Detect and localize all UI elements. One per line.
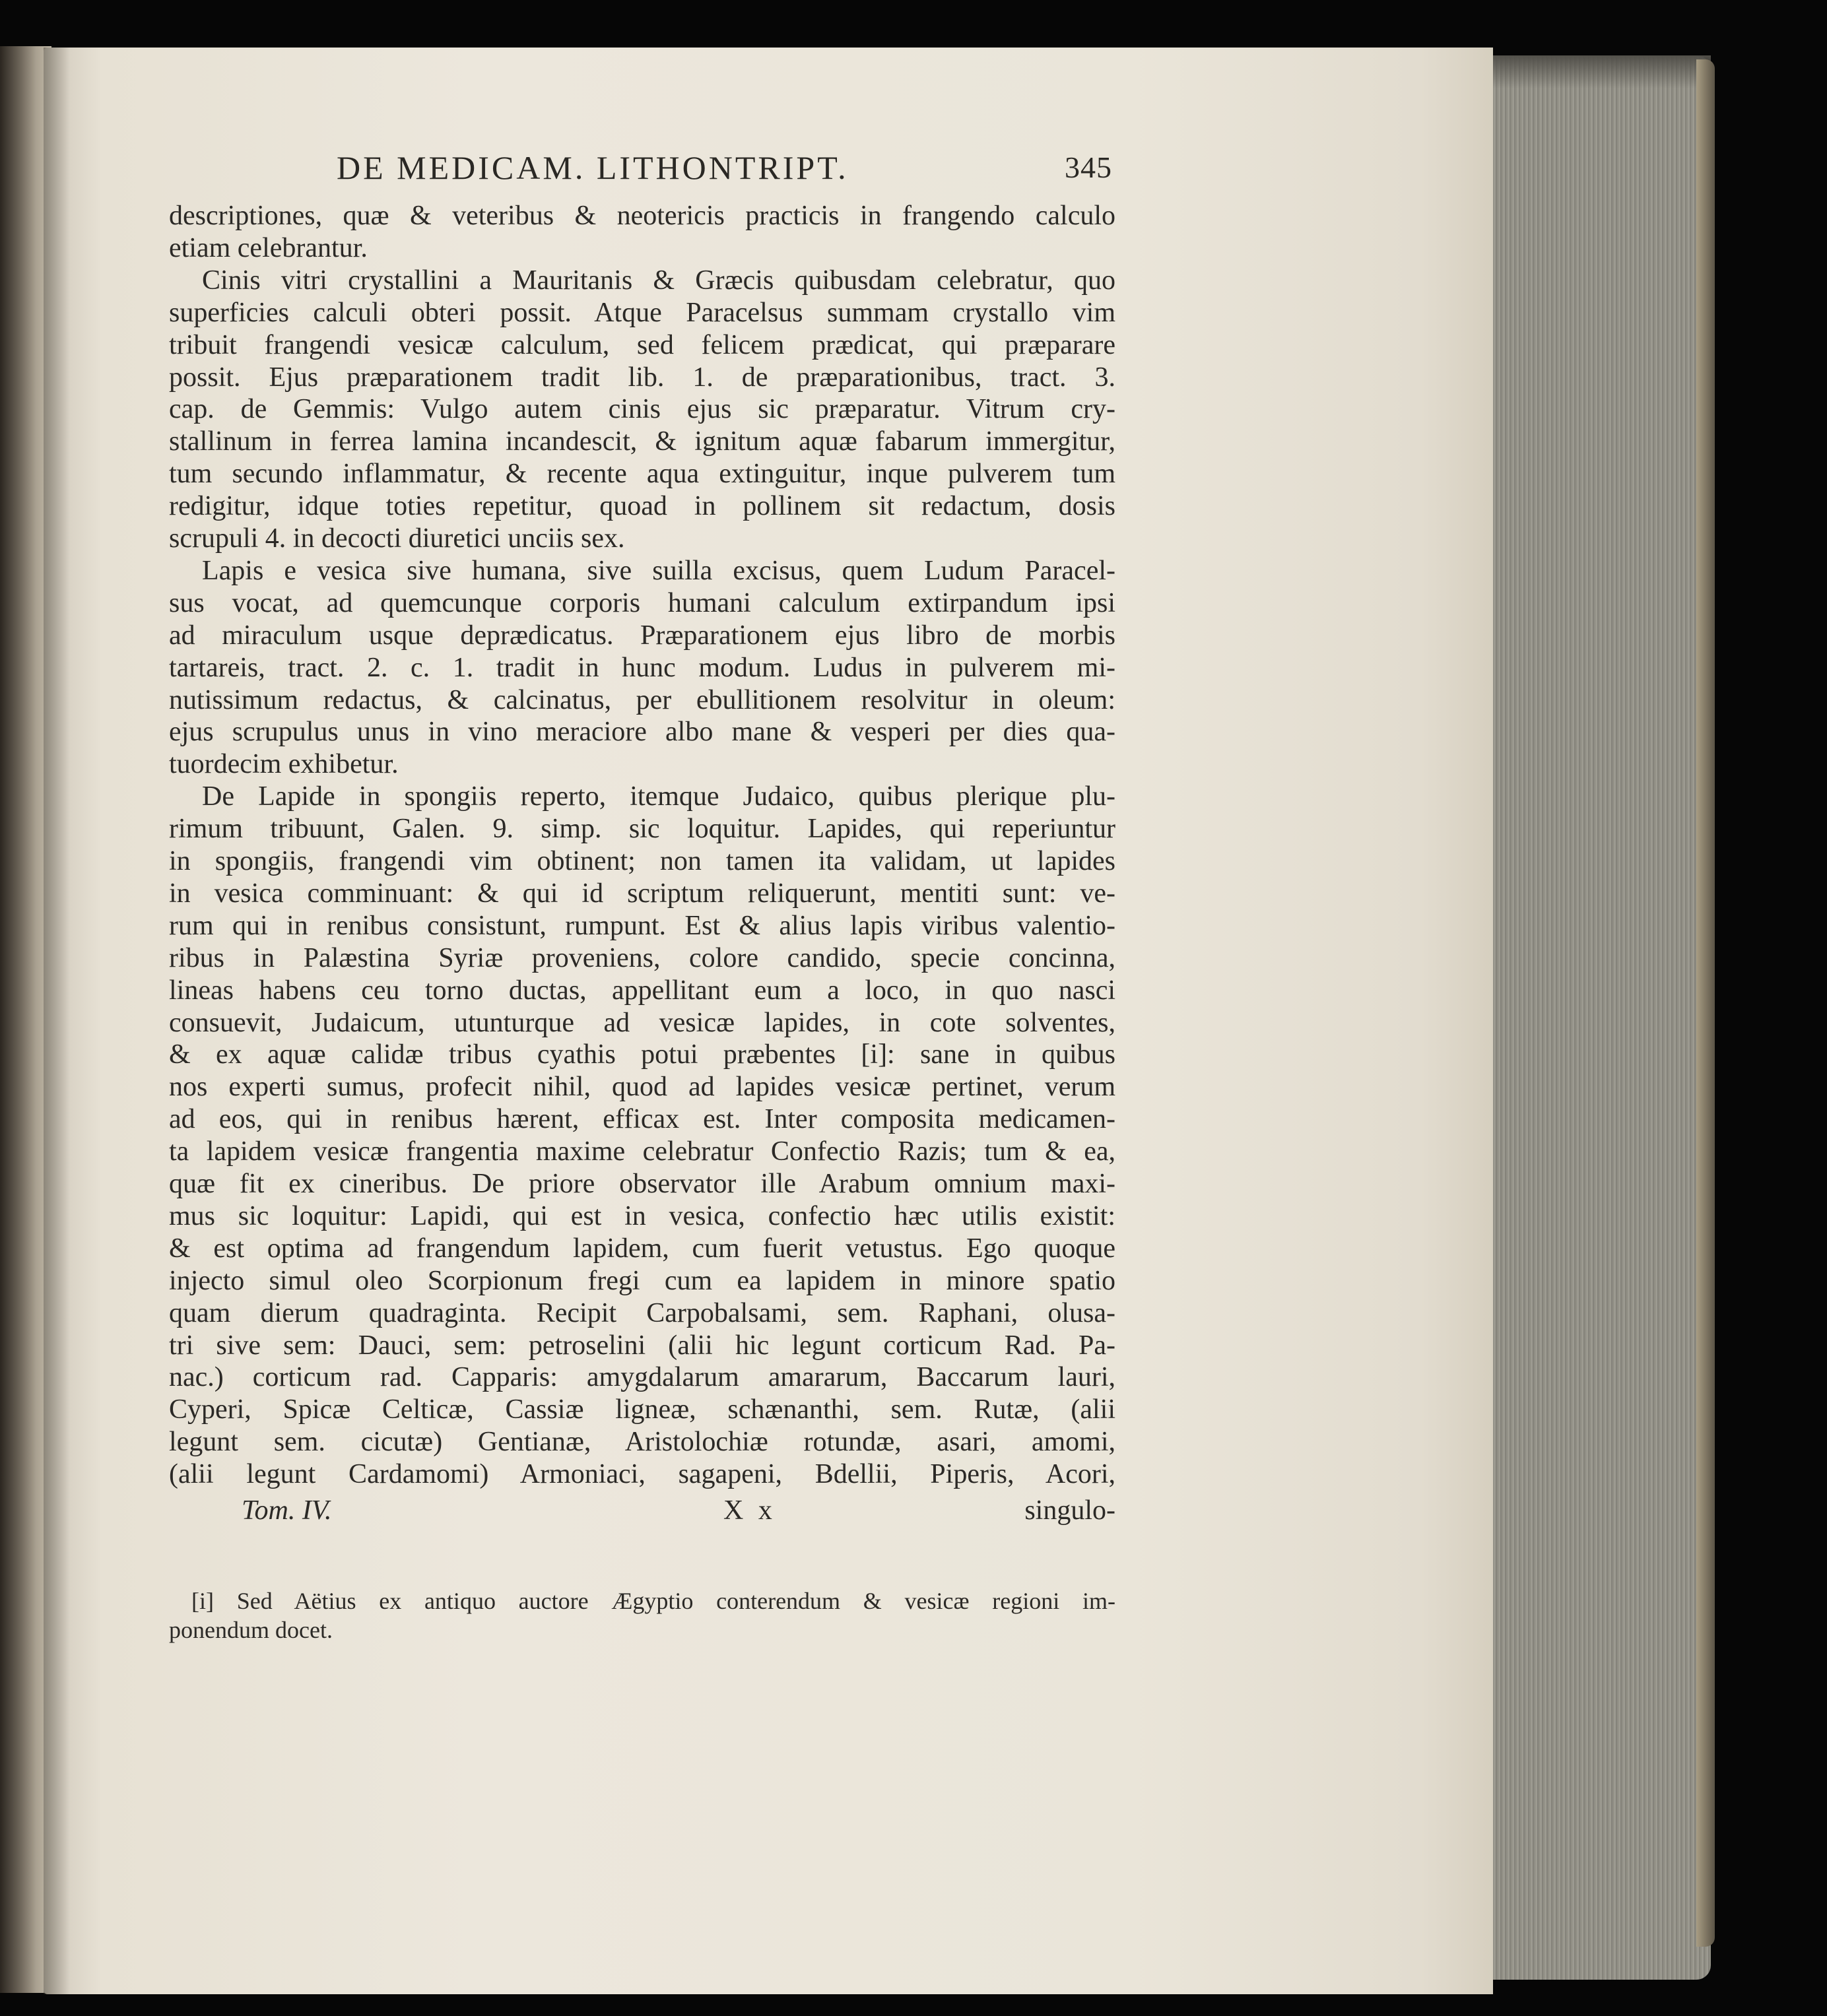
body-line: stallinum in ferrea lamina incandescit, & ignitum aquæ fabarum immergitur, [169, 426, 1115, 457]
body-line: descriptiones, quæ & veteribus & neotericis practicis in frangendo calculo [169, 201, 1115, 231]
body-line: quæ fit ex cineribus. De priore observator ille Arabum omnium maxi- [169, 1169, 1115, 1199]
body-line: legunt sem. cicutæ) Gentianæ, Aristolochiæ rotundæ, asari, amomi, [169, 1427, 1115, 1458]
body-line: consuevit, Judaicum, utunturque ad vesicæ lapides, in cote solventes, [169, 1007, 1115, 1038]
catchword: singulo- [1024, 1495, 1115, 1526]
body-line: rimum tribuunt, Galen. 9. simp. sic loquitur. Lapides, qui reperiuntur [169, 814, 1115, 845]
gathering-signature: X x [723, 1495, 776, 1526]
body-line: mus sic loquitur: Lapidi, qui est in vesica, confectio hæc utilis existit: [169, 1200, 1115, 1231]
body-line: tri sive sem: Dauci, sem: petroselini (alii hic legunt corticum Rad. Pa- [169, 1330, 1115, 1361]
fore-edge-shadow [1493, 55, 1711, 88]
page-header [158, 142, 1112, 188]
body-line: nutissimum redactus, & calcinatus, per ebullitionem resolvitur in oleum: [169, 684, 1115, 715]
body-line: ad miraculum usque deprædicatus. Præparationem ejus libro de morbis [169, 620, 1115, 651]
body-line: nac.) corticum rad. Capparis: amygdalarum amararum, Baccarum lauri, [169, 1362, 1115, 1393]
footnote-line: [i] Sed Aëtius ex antiquo auctore Ægyptio conterendum & vesicæ regioni im- [191, 1588, 1115, 1614]
body-line: & ex aquæ calidæ tribus cyathis potui præbentes [i]: sane in quibus [169, 1039, 1115, 1070]
body-line: Cyperi, Spicæ Celticæ, Cassiæ ligneæ, schænanthi, sem. Rutæ, (alii [169, 1394, 1115, 1425]
book-cover-board [1696, 59, 1715, 1947]
body-line: tuordecim exhibetur. [169, 749, 399, 780]
page-gutter-shadow [44, 48, 70, 1994]
body-line: etiam celebrantur. [169, 232, 368, 263]
body-line: rum qui in renibus consistunt, rumpunt. Est & alius lapis viribus valentio- [169, 910, 1115, 941]
body-line: lineas habens ceu torno ductas, appellitant eum a loco, in quo nasci [169, 975, 1115, 1006]
body-line: ribus in Palæstina Syriæ proveniens, colore candido, specie concinna, [169, 942, 1115, 973]
footnote-line: ponendum docet. [169, 1617, 333, 1643]
book-fore-edge [1493, 55, 1711, 1980]
body-line: possit. Ejus præparationem tradit lib. 1. de præparationibus, tract. 3. [169, 362, 1115, 393]
body-line: in vesica comminuant: & qui id scriptum reliquerunt, mentiti sunt: ve- [169, 878, 1115, 909]
body-line: superficies calculi obteri possit. Atque Paracelsus summam crystallo vim [169, 297, 1115, 328]
body-line: & est optima ad frangendum lapidem, cum fuerit vetustus. Ego quoque [169, 1233, 1115, 1264]
body-line: (alii legunt Cardamomi) Armoniaci, sagapeni, Bdellii, Piperis, Acori, [169, 1459, 1115, 1490]
body-line: tribuit frangendi vesicæ calculum, sed felicem prædicat, qui præparare [169, 329, 1115, 360]
body-line: nos experti sumus, profecit nihil, quod ad lapides vesicæ pertinet, verum [169, 1072, 1115, 1103]
body-line: ta lapidem vesicæ frangentia maxime celebratur Confectio Razis; tum & ea, [169, 1136, 1115, 1167]
page-footer [169, 1493, 1115, 1532]
body-line: tartareis, tract. 2. c. 1. tradit in hunc modum. Ludus in pulverem mi- [169, 652, 1115, 683]
body-line: cap. de Gemmis: Vulgo autem cinis ejus sic præparatur. Vitrum cry- [169, 394, 1115, 425]
body-line: sus vocat, ad quemcunque corporis humani calculum extirpandum ipsi [169, 587, 1115, 618]
body-line: ejus scrupulus unus in vino meraciore albo mane & vesperi per dies qua- [169, 717, 1115, 748]
body-line: De Lapide in spongiis reperto, itemque Judaico, quibus plerique plu- [202, 781, 1115, 812]
body-line: in spongiis, frangendi vim obtinent; non tamen ita validam, ut lapides [169, 846, 1115, 876]
body-line: quam dierum quadraginta. Recipit Carpobalsami, sem. Raphani, olusa- [169, 1297, 1115, 1328]
body-line: tum secundo inflammatur, & recente aqua extinguitur, inque pulverem tum [169, 459, 1115, 490]
body-line: Lapis e vesica sive humana, sive suilla excisus, quem Ludum Paracel- [202, 555, 1115, 586]
body-line: scrupuli 4. in decocti diuretici unciis sex. [169, 523, 625, 554]
body-line: Cinis vitri crystallini a Mauritanis & Græcis quibusdam celebratur, quo [202, 265, 1115, 296]
running-title: DE MEDICAM. LITHONTRIPT. [337, 149, 849, 186]
body-line: injecto simul oleo Scorpionum fregi cum ea lapidem in minore spatio [169, 1265, 1115, 1296]
body-line: redigitur, idque toties repetitur, quoad in pollinem sit redactum, dosis [169, 491, 1115, 522]
body-line: ad eos, qui in renibus hærent, efficax est. Inter composita medicamen- [169, 1104, 1115, 1135]
volume-signature: Tom. IV. [242, 1495, 332, 1526]
page-number: 345 [1065, 150, 1112, 184]
